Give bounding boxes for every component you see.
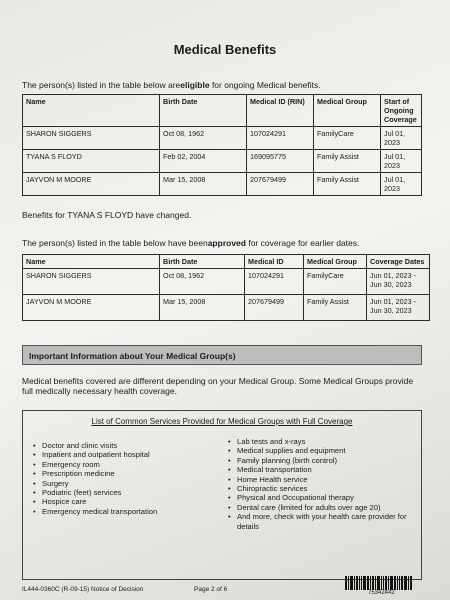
col-medical-group: Medical Group bbox=[314, 95, 381, 127]
medical-group-text: Medical benefits covered are different depending on your Medical Group. Some Medical Groups provide full medically necessary health coverage. bbox=[22, 376, 414, 396]
cell-name: SHARON SIGGERS bbox=[23, 127, 160, 150]
col-coverage-dates: Coverage Dates bbox=[367, 255, 430, 269]
barcode bbox=[345, 576, 435, 590]
eligible-intro bbox=[22, 80, 321, 90]
cell-medical-group: Family Assist bbox=[314, 173, 381, 196]
col-birth-date: Birth Date bbox=[160, 255, 245, 269]
eligible-intro-tail: for ongoing Medical benefits. bbox=[209, 80, 321, 90]
cell-birth-date: Oct 08, 1962 bbox=[160, 127, 247, 150]
approved-intro-text: The person(s) listed in the table below have been bbox=[22, 238, 208, 248]
cell-coverage-dates: Jun 01, 2023 - Jun 30, 2023 bbox=[367, 295, 430, 321]
services-list-right bbox=[228, 437, 416, 531]
cell-name: TYANA S FLOYD bbox=[23, 150, 160, 173]
table-row bbox=[23, 150, 422, 173]
cell-medical-id: 107024291 bbox=[247, 127, 314, 150]
table-row bbox=[23, 269, 430, 295]
cell-medical-group: FamilyCare bbox=[304, 269, 367, 295]
approved-word: approved bbox=[207, 238, 246, 248]
cell-birth-date: Mar 15, 2008 bbox=[160, 295, 245, 321]
list-item: • Podiatric (feet) services bbox=[33, 488, 218, 497]
list-item: • Dental care (limited for adults over age 20) bbox=[228, 503, 416, 512]
list-item: • Chiropractic services bbox=[228, 484, 416, 493]
cell-name: JAYVON M MOORE bbox=[23, 173, 160, 196]
table-header-row bbox=[23, 95, 422, 127]
services-title: List of Common Services Provided for Medical Groups with Full Coverage bbox=[91, 417, 353, 426]
changed-note: Benefits for TYANA S FLOYD have changed. bbox=[22, 210, 192, 220]
cell-coverage: Jul 01, 2023 bbox=[381, 150, 422, 173]
col-medical-id: Medical ID bbox=[245, 255, 304, 269]
eligible-word: eligible bbox=[180, 80, 210, 90]
approved-table bbox=[22, 254, 430, 321]
cell-medical-group: Family Assist bbox=[314, 150, 381, 173]
page-number: Page 2 of 6 bbox=[194, 586, 228, 593]
col-name: Name bbox=[23, 255, 160, 269]
cell-medical-id: 207679499 bbox=[245, 295, 304, 321]
approved-intro bbox=[22, 238, 359, 248]
approved-intro-tail: for coverage for earlier dates. bbox=[245, 238, 360, 248]
list-item: • Emergency room bbox=[33, 460, 218, 469]
list-item: • Doctor and clinic visits bbox=[33, 441, 218, 450]
eligible-intro-text: The person(s) listed in the table below are bbox=[22, 80, 181, 90]
barcode-number: 75342442 bbox=[368, 590, 395, 596]
cell-name: JAYVON M MOORE bbox=[23, 295, 160, 321]
cell-medical-id: 169095775 bbox=[247, 150, 314, 173]
medical-group-heading: Important Information about Your Medical Group(s) bbox=[22, 345, 422, 365]
list-item: • Medical supplies and equipment bbox=[228, 446, 416, 455]
page-title: Medical Benefits bbox=[173, 42, 277, 57]
list-item: • Home Health service bbox=[228, 475, 416, 484]
list-item: • And more, check with your health care provider for details bbox=[228, 512, 416, 531]
cell-name: SHARON SIGGERS bbox=[23, 269, 160, 295]
cell-medical-group: Family Assist bbox=[304, 295, 367, 321]
cell-birth-date: Oct 08, 1962 bbox=[160, 269, 245, 295]
table-row bbox=[23, 295, 430, 321]
list-item: • Prescription medicine bbox=[33, 469, 218, 478]
table-row bbox=[23, 173, 422, 196]
cell-medical-id: 207679499 bbox=[247, 173, 314, 196]
col-name: Name bbox=[23, 95, 160, 127]
list-item: • Family planning (birth control) bbox=[228, 456, 416, 465]
table-row bbox=[23, 127, 422, 150]
list-item: • Lab tests and x-rays bbox=[228, 437, 416, 446]
cell-medical-group: FamilyCare bbox=[314, 127, 381, 150]
col-medical-group: Medical Group bbox=[304, 255, 367, 269]
table-header-row bbox=[23, 255, 430, 269]
col-start-coverage: Start of Ongoing Coverage bbox=[381, 95, 422, 127]
list-item: • Emergency medical transportation bbox=[33, 507, 218, 516]
list-item: • Physical and Occupational therapy bbox=[228, 493, 416, 502]
cell-birth-date: Feb 02, 2004 bbox=[160, 150, 247, 173]
cell-medical-id: 107024291 bbox=[245, 269, 304, 295]
cell-coverage: Jul 01, 2023 bbox=[381, 173, 422, 196]
list-item: • Hospice care bbox=[33, 497, 218, 506]
cell-birth-date: Mar 15, 2008 bbox=[160, 173, 247, 196]
cell-coverage: Jul 01, 2023 bbox=[381, 127, 422, 150]
list-item: • Medical transportation bbox=[228, 465, 416, 474]
col-medical-id: Medical ID (RIN) bbox=[247, 95, 314, 127]
list-item: • Inpatient and outpatient hospital bbox=[33, 450, 218, 459]
cell-coverage-dates: Jun 01, 2023 - Jun 30, 2023 bbox=[367, 269, 430, 295]
services-box bbox=[22, 410, 422, 580]
eligible-table bbox=[22, 94, 422, 196]
list-item: • Surgery bbox=[33, 479, 218, 488]
form-number: IL444-0360C (R-09-15) Notice of Decision bbox=[22, 586, 144, 593]
col-birth-date: Birth Date bbox=[160, 95, 247, 127]
services-list-left bbox=[33, 441, 218, 516]
